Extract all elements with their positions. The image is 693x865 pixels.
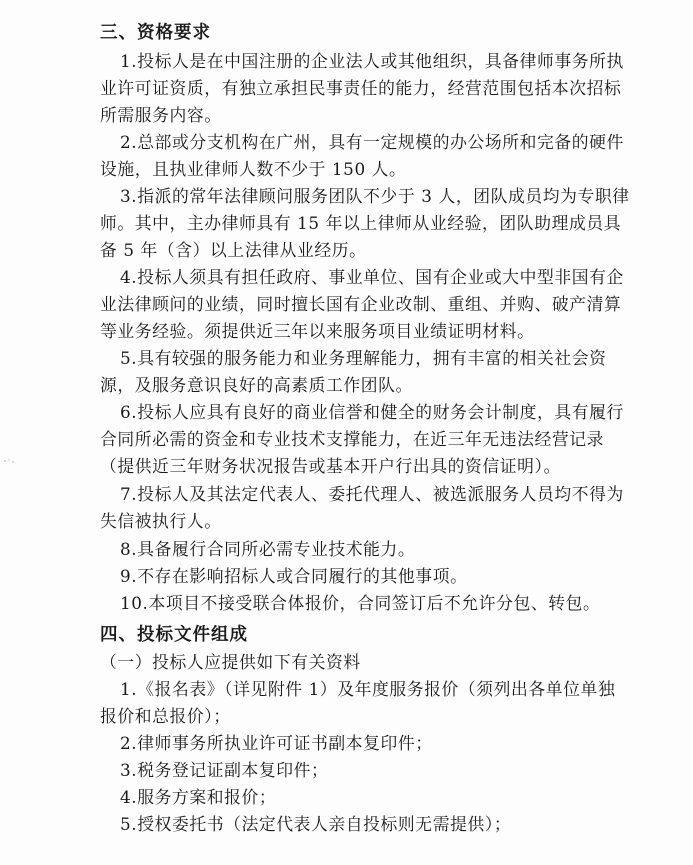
list-item (100, 757, 595, 784)
text-line: 10.本项目不接受联合体报价，合同签订后不允许分包、转包。 (120, 593, 601, 613)
text-line: 2.律师事务所执业许可证书副本复印件； (120, 733, 433, 753)
list-item (100, 811, 595, 838)
list-item (100, 536, 595, 563)
text-line: 设施，且执业律师人数不少于 150 人。 (100, 159, 407, 179)
text-line: 合同所必需的资金和专业技术支撑能力，在近三年无违法经营记录 (100, 429, 605, 449)
scan-speck (2, 456, 18, 466)
list-item (100, 481, 624, 535)
text-line: 4.服务方案和报价； (120, 787, 277, 807)
text-line: 源，及服务意识良好的高素质工作团队。 (100, 375, 413, 395)
list-item (100, 784, 595, 811)
text-line: 3.税务登记证副本复印件； (120, 760, 329, 780)
list-item (100, 563, 595, 590)
text-line: 业法律顾问的业绩，同时擅长国有企业改制、重组、并购、破产清算 (100, 294, 622, 314)
text-line: 9.不存在影响招标人或合同履行的其他事项。 (120, 566, 468, 586)
list-item (100, 730, 595, 757)
list-item (100, 48, 624, 129)
list-item (100, 399, 624, 480)
text-line: 所需服务内容。 (100, 105, 222, 125)
text-line: 备 5 年（含）以上法律从业经历。 (100, 240, 367, 260)
text-line: 7.投标人及其法定代表人、委托代理人、被选派服务人员均不得为 (120, 484, 624, 504)
section-heading-bid-documents: 四、投标文件组成 (100, 625, 248, 645)
text-line: 等业务经验。须提供近三年以来服务项目业绩证明材料。 (100, 321, 535, 341)
text-line: 5.具有较强的服务能力和业务理解能力，拥有丰富的相关社会资 (120, 348, 607, 368)
text-line: 1.《报名表》（详见附件 1）及年度服务报价（须列出各单位单独 (120, 679, 616, 699)
list-item (100, 183, 630, 264)
section-heading-qualifications: 三、资格要求 (100, 23, 211, 43)
list-item (100, 590, 601, 617)
text-line: 1.投标人是在中国注册的企业法人或其他组织，具备律师事务所执 (120, 51, 624, 71)
list-item (100, 676, 616, 730)
list-item (100, 129, 624, 183)
list-item (100, 264, 624, 345)
text-line: 6.投标人应具有良好的商业信誉和健全的财务会计制度，具有履行 (120, 402, 624, 422)
text-line: 2.总部或分支机构在广州，具有一定规模的办公场所和完备的硬件 (120, 132, 624, 152)
list-item (100, 345, 607, 399)
text-line: 业许可证资质，有独立承担民事责任的能力，经营范围包括本次招标 (100, 78, 622, 98)
text-line: 4.投标人须具有担任政府、事业单位、国有企业或大中型非国有企 (120, 267, 624, 287)
text-line: 3.指派的常年法律顾问服务团队不少于 3 人，团队成员均为专职律 (120, 186, 630, 206)
text-line: 8.具备履行合同所必需专业技术能力。 (120, 539, 416, 559)
sub-heading: （一）投标人应提供如下有关资料 (100, 652, 361, 672)
text-line: 师。其中，主办律师具有 15 年以上律师从业经验，团队助理成员具 (100, 213, 622, 233)
text-line: 报价和总报价）； (100, 706, 231, 726)
text-line: 失信被执行人。 (100, 511, 222, 531)
text-line: 5.授权委托书（法定代表人亲自投标则无需提供）； (120, 814, 512, 834)
text-line: （提供近三年财务状况报告或基本开户行出具的资信证明）。 (100, 456, 561, 476)
